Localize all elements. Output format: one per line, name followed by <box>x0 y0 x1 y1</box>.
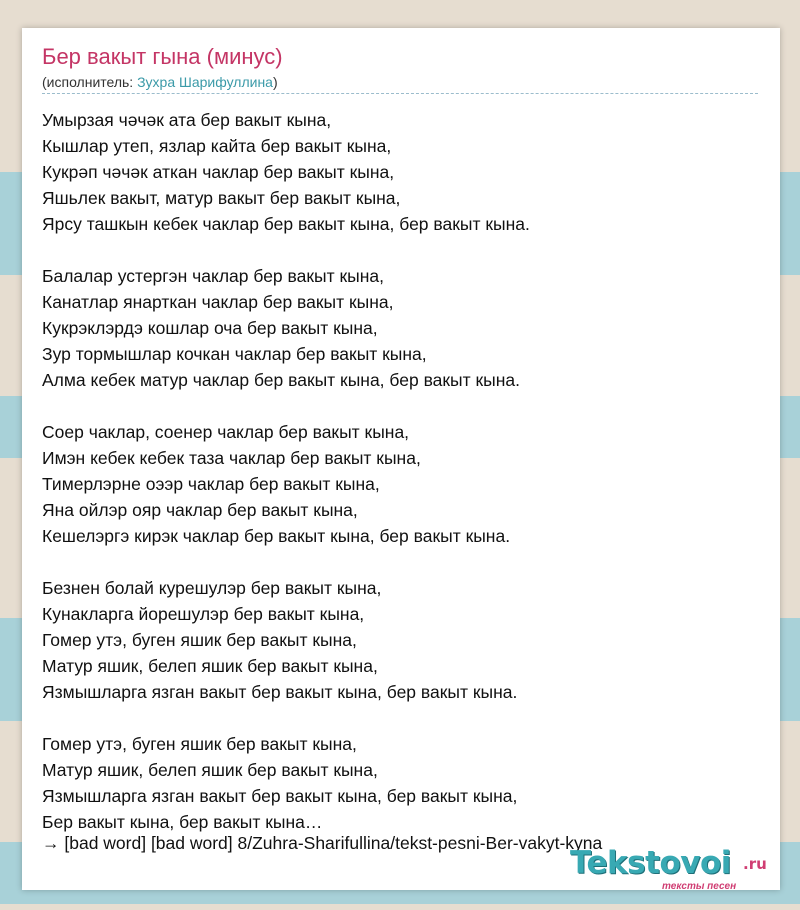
logo-tagline: тексты песен <box>662 881 737 892</box>
lyrics-line: Ярсу ташкын кебек чаклар бер вакыт кына, бер вакыт кына. <box>42 214 530 234</box>
lyrics-line: Умырзая чәчәк ата бер вакыт кына, <box>42 110 332 130</box>
artist-suffix: ) <box>272 74 278 90</box>
lyrics-line: Тимерлэрне оээр чаклар бер вакыт кына, <box>42 474 380 494</box>
lyrics-card <box>22 28 780 890</box>
lyrics-line: Матур яшик, белеп яшик бер вакыт кына, <box>42 656 378 676</box>
logo-domain: .ru <box>743 855 767 873</box>
song-title: Бер вакыт гына (минус) <box>42 44 283 69</box>
lyrics-line: Яшьлек вакыт, матур вакыт бер вакыт кына, <box>42 188 401 208</box>
lyrics-text <box>42 107 762 835</box>
lyrics-stanza <box>42 419 762 549</box>
artist-line <box>42 74 278 90</box>
title-divider <box>42 93 758 94</box>
lyrics-line: Соер чаклар, соенер чаклар бер вакыт кына, <box>42 422 410 442</box>
lyrics-line: Матур яшик, белеп яшик бер вакыт кына, <box>42 760 378 780</box>
lyrics-line: Бер вакыт кына, бер вакыт кына… <box>42 812 323 832</box>
lyrics-line: Кешелэргэ кирэк чаклар бер вакыт кына, бер вакыт кына. <box>42 526 511 546</box>
lyrics-stanza <box>42 263 762 393</box>
lyrics-stanza <box>42 575 762 705</box>
lyrics-line: Кукрәп чәчәк аткан чаклар бер вакыт кына, <box>42 162 395 182</box>
lyrics-line: Яна ойлэр ояр чаклар бер вакыт кына, <box>42 500 358 520</box>
lyrics-line: Алма кебек матур чаклар бер вакыт кына, бер вакыт кына. <box>42 370 521 390</box>
artist-prefix: (исполнитель: <box>42 74 138 90</box>
lyrics-line: Кунакларга йорешулэр бер вакыт кына, <box>42 604 365 624</box>
lyrics-line: Гомер утэ, буген яшик бер вакыт кына, <box>42 734 357 754</box>
lyrics-line: Гомер утэ, буген яшик бер вакыт кына, <box>42 630 357 650</box>
lyrics-stanza <box>42 731 762 835</box>
lyrics-line: Безнен болай курешулэр бер вакыт кына, <box>42 578 382 598</box>
logo-wordmark: Tekstovoi <box>570 845 731 881</box>
lyrics-line: Имэн кебек кебек таза чаклар бер вакыт кына, <box>42 448 421 468</box>
site-logo[interactable] <box>570 845 780 892</box>
lyrics-line: Зур тормышлар кочкан чаклар бер вакыт кына, <box>42 344 427 364</box>
lyrics-line: Язмышларга язган вакыт бер вакыт кына, бер вакыт кына. <box>42 682 518 702</box>
source-link[interactable]: → [bad word] [bad word] 8/Zuhra-Sharifullina/tekst-pesni-Ber-vakyt-kyna <box>42 833 603 853</box>
lyrics-line: Канатлар янарткан чаклар бер вакыт кына, <box>42 292 394 312</box>
lyrics-line: Кышлар утеп, язлар кайта бер вакыт кына, <box>42 136 392 156</box>
artist-link[interactable]: Зухра Шарифуллина <box>137 74 273 90</box>
lyrics-stanza <box>42 107 762 237</box>
lyrics-line: Язмышларга язган вакыт бер вакыт кына, бер вакыт кына, <box>42 786 518 806</box>
lyrics-line: Балалар устергэн чаклар бер вакыт кына, <box>42 266 384 286</box>
lyrics-line: Кукрэклэрдэ кошлар оча бер вакыт кына, <box>42 318 378 338</box>
